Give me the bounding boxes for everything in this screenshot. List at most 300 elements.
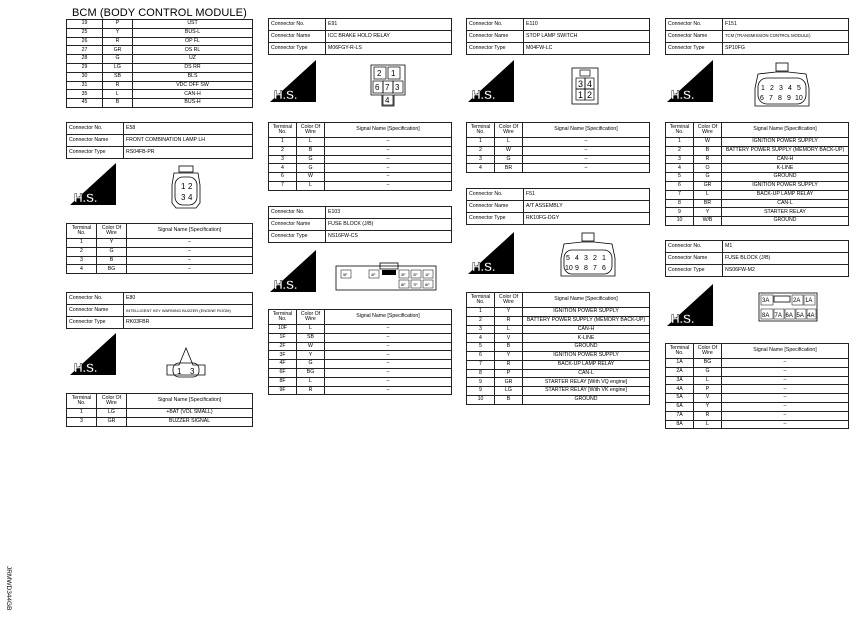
connector-name: ICC BRAKE HOLD RELAY: [326, 31, 452, 43]
pin-label: 5: [566, 255, 570, 262]
table-row: [269, 333, 452, 342]
wire-color-cell: L: [297, 138, 325, 147]
table-row: [666, 394, 849, 403]
terminal-cell: 2F: [269, 342, 297, 351]
hs-icon: [667, 284, 713, 326]
wire-color-cell: W: [297, 342, 325, 351]
connector-no: M1: [723, 241, 849, 253]
e91-info: [268, 18, 452, 55]
e110-terminal-table: [466, 122, 650, 173]
table-row: [666, 359, 849, 368]
e91-terminal-table: [268, 122, 452, 191]
header: Signal Name [Specification]: [523, 293, 650, 308]
connector-name: FUSE BLOCK (J/B): [326, 219, 452, 231]
terminal-cell: 6: [467, 351, 495, 360]
wire-color-cell: GR: [97, 417, 127, 426]
info-label: Connector No.: [269, 207, 326, 219]
pin-label: 10: [795, 95, 803, 102]
info-label: Connector Name: [467, 31, 524, 43]
header: Signal Name [Specification]: [127, 224, 253, 239]
wire-color-cell: P: [495, 369, 523, 378]
header: Color Of Wire: [297, 310, 325, 325]
wire-color-cell: Y: [103, 28, 133, 37]
wire-color-cell: B: [103, 99, 133, 108]
signal-cell: –: [523, 138, 650, 147]
pin-label: 1: [761, 85, 765, 92]
wire-color-cell: L: [495, 325, 523, 334]
terminal-cell: 7: [467, 360, 495, 369]
hs-icon: [270, 250, 316, 292]
connector-type: M04FW-LC: [524, 43, 650, 55]
terminal-cell: 4: [269, 164, 297, 173]
wire-color-cell: BG: [694, 359, 722, 368]
connector-type: NS16FW-CS: [326, 231, 452, 243]
table-row: [666, 208, 849, 217]
wire-color-cell: G: [297, 155, 325, 164]
signal-cell: BATTERY POWER SUPPLY (MEMORY BACK-UP): [523, 316, 650, 325]
terminal-cell: 10: [467, 395, 495, 404]
info-label: Connector No.: [269, 19, 326, 31]
wire-color-cell: Y: [694, 208, 722, 217]
terminal-cell: 1: [269, 138, 297, 147]
e103-connector-diagram: [335, 262, 437, 292]
terminal-cell: 8A: [666, 420, 694, 429]
terminal-cell: 4: [467, 334, 495, 343]
table-row: [666, 420, 849, 429]
table-row: [269, 368, 452, 377]
terminal-cell: 3: [67, 417, 97, 426]
pin-label: 8A: [762, 313, 770, 319]
terminal-cell: 4A: [666, 385, 694, 394]
terminal-cell: 3F: [269, 351, 297, 360]
pin-label: 2: [587, 90, 593, 100]
pin-label: 7A: [774, 313, 782, 319]
pin-label: 6: [375, 83, 380, 92]
signal-cell: OP FL: [133, 37, 253, 46]
header: Terminal No.: [666, 344, 694, 359]
pin-label: 2F: [413, 272, 418, 277]
table-row: [67, 72, 253, 81]
e58-terminal-table: [66, 223, 253, 274]
pin-label: 1: [391, 69, 396, 78]
terminal-cell: 9: [666, 208, 694, 217]
wire-color-cell: L: [297, 181, 325, 190]
signal-cell: +BAT (VOL SMALL): [127, 409, 253, 418]
pin-label: 1: [181, 182, 186, 191]
info-label: Connector Type: [666, 43, 723, 55]
wire-color-cell: G: [694, 173, 722, 182]
signal-cell: CAN-L: [523, 369, 650, 378]
e58-info: [66, 122, 253, 159]
signal-cell: BUS-H: [133, 99, 253, 108]
terminal-cell: 19: [67, 20, 103, 29]
terminal-cell: 1: [67, 409, 97, 418]
table-row: [269, 360, 452, 369]
terminal-cell: 2: [666, 146, 694, 155]
signal-cell: –: [325, 138, 452, 147]
info-label: Connector Name: [269, 31, 326, 43]
signal-cell: IGNITION POWER SUPPLY: [722, 138, 849, 147]
signal-cell: CAN-H: [722, 155, 849, 164]
terminal-cell: 3A: [666, 376, 694, 385]
table-row: [467, 369, 650, 378]
e58-connector-diagram: [170, 165, 202, 209]
signal-cell: –: [722, 411, 849, 420]
terminal-cell: 4: [666, 164, 694, 173]
signal-cell: –: [325, 333, 452, 342]
terminal-cell: 27: [67, 46, 103, 55]
hs-icon: [270, 60, 316, 102]
info-label: Connector Name: [269, 219, 326, 231]
header: Terminal No.: [467, 123, 495, 138]
table-row: [467, 308, 650, 317]
pin-label: 9: [787, 95, 791, 102]
wire-color-cell: W: [495, 146, 523, 155]
info-label: Connector Name: [67, 135, 124, 147]
header: Terminal No.: [67, 394, 97, 409]
table-row: [269, 164, 452, 173]
wire-color-cell: GR: [495, 378, 523, 387]
terminal-cell: 1: [666, 138, 694, 147]
wire-color-cell: GR: [103, 46, 133, 55]
table-row: [666, 138, 849, 147]
terminal-cell: 7: [666, 190, 694, 199]
wire-color-cell: L: [694, 376, 722, 385]
terminal-cell: 9: [467, 387, 495, 396]
wire-color-cell: Y: [495, 308, 523, 317]
table-row: [67, 265, 253, 274]
connector-name: STOP LAMP SWITCH: [524, 31, 650, 43]
signal-cell: –: [523, 146, 650, 155]
header: Color Of Wire: [297, 123, 325, 138]
terminal-cell: 6A: [666, 402, 694, 411]
signal-cell: –: [325, 360, 452, 369]
table-row: [67, 37, 253, 46]
e80-terminal-table: [66, 393, 253, 427]
pin-label: 1: [602, 255, 606, 262]
pin-label: 4: [788, 85, 792, 92]
terminal-cell: 5: [467, 343, 495, 352]
terminal-cell: 6: [269, 173, 297, 182]
info-label: Connector No.: [467, 189, 524, 201]
header: Color Of Wire: [694, 123, 722, 138]
signal-cell: –: [523, 164, 650, 173]
info-label: Connector Type: [467, 43, 524, 55]
hs-label: H.S.: [74, 361, 98, 375]
terminal-cell: 28: [67, 55, 103, 64]
signal-cell: –: [523, 155, 650, 164]
signal-cell: K-LINE: [722, 164, 849, 173]
pin-label: 4: [188, 193, 193, 202]
wire-color-cell: Y: [297, 351, 325, 360]
wire-color-cell: O: [694, 164, 722, 173]
header: Signal Name [Specification]: [722, 123, 849, 138]
signal-cell: –: [325, 342, 452, 351]
pin-label: 4: [587, 79, 593, 89]
table-row: [67, 90, 253, 99]
e103-info: [268, 206, 452, 243]
wire-color-cell: B: [694, 146, 722, 155]
signal-cell: K-LINE: [523, 334, 650, 343]
wire-color-cell: V: [495, 334, 523, 343]
table-row: [467, 325, 650, 334]
table-row: [467, 334, 650, 343]
table-row: [67, 81, 253, 90]
signal-cell: IGNITION POWER SUPPLY: [523, 351, 650, 360]
hs-label: H.S.: [472, 88, 496, 102]
header: Signal Name [Specification]: [722, 344, 849, 359]
signal-cell: IGNITION POWER SUPPLY: [523, 308, 650, 317]
table-row: [67, 63, 253, 72]
header: Terminal No.: [666, 123, 694, 138]
wire-color-cell: L: [297, 377, 325, 386]
table-row: [666, 146, 849, 155]
pin-label: 8: [778, 95, 782, 102]
pin-label: 6: [760, 95, 764, 102]
pin-label: 3: [584, 255, 588, 262]
connector-name: FRONT COMBINATION LAMP LH: [124, 135, 253, 147]
wire-color-cell: L: [694, 190, 722, 199]
connector-type: RK03FBR: [124, 317, 253, 329]
wire-color-cell: BR: [694, 199, 722, 208]
terminal-cell: 1A: [666, 359, 694, 368]
terminal-cell: 1: [467, 308, 495, 317]
pin-label: 4A: [807, 313, 815, 319]
table-row: [467, 387, 650, 396]
terminal-cell: 2: [67, 247, 97, 256]
wire-color-cell: L: [103, 90, 133, 99]
header: Terminal No.: [467, 293, 495, 308]
terminal-cell: 10: [666, 217, 694, 226]
table-row: [67, 55, 253, 64]
wire-color-cell: L: [297, 325, 325, 334]
signal-cell: –: [722, 394, 849, 403]
wire-color-cell: LG: [97, 409, 127, 418]
connector-type: RK10FG-DGY: [524, 213, 650, 225]
table-row: [467, 343, 650, 352]
terminal-cell: 1F: [269, 333, 297, 342]
table-row: [67, 239, 253, 248]
pin-label: 7: [593, 265, 597, 272]
table-row: [666, 181, 849, 190]
table-row: [666, 367, 849, 376]
hs-icon: [468, 232, 514, 274]
info-label: Connector Name: [67, 305, 124, 317]
connector-type: RS04FB-PR: [124, 147, 253, 159]
connector-no: E58: [124, 123, 253, 135]
terminal-cell: 8F: [269, 377, 297, 386]
signal-cell: CAN-H: [523, 325, 650, 334]
table-row: [467, 164, 650, 173]
wire-color-cell: Y: [495, 351, 523, 360]
hs-label: H.S.: [472, 260, 496, 274]
m1-terminal-table: [665, 343, 849, 429]
table-row: [67, 20, 253, 29]
info-label: Connector Name: [467, 201, 524, 213]
table-row: [67, 46, 253, 55]
terminal-cell: 31: [67, 81, 103, 90]
table-row: [269, 181, 452, 190]
connector-no: E103: [326, 207, 452, 219]
header: Terminal No.: [269, 310, 297, 325]
terminal-cell: 3: [467, 155, 495, 164]
terminal-cell: 30: [67, 72, 103, 81]
terminal-cell: 1: [467, 138, 495, 147]
pin-label: 10: [565, 265, 573, 272]
wire-color-cell: W: [297, 173, 325, 182]
signal-cell: –: [722, 402, 849, 411]
pin-label: 1: [177, 367, 182, 376]
wire-color-cell: P: [694, 385, 722, 394]
signal-cell: STARTER RELAY [With VQ engine]: [523, 378, 650, 387]
signal-cell: –: [722, 359, 849, 368]
signal-cell: –: [325, 181, 452, 190]
figure-code: JRMWD344GB: [5, 566, 12, 611]
header: Color Of Wire: [495, 123, 523, 138]
table-row: [269, 138, 452, 147]
pin-label: 7: [769, 95, 773, 102]
pin-label: 2: [188, 182, 193, 191]
wire-color-cell: BR: [495, 164, 523, 173]
table-row: [269, 342, 452, 351]
table-row: [666, 385, 849, 394]
f51-connector-diagram: [558, 232, 618, 280]
connector-no: E91: [326, 19, 452, 31]
pin-label: 8: [584, 265, 588, 272]
signal-cell: BUS-L: [133, 28, 253, 37]
terminal-cell: 35: [67, 90, 103, 99]
pin-label: 5F: [343, 272, 348, 277]
terminal-cell: 2: [269, 146, 297, 155]
info-label: Connector Type: [666, 265, 723, 277]
table-row: [666, 173, 849, 182]
terminal-cell: 25: [67, 28, 103, 37]
terminal-cell: 26: [67, 37, 103, 46]
f51-info: [466, 188, 650, 225]
connector-type: NS06FW-M2: [723, 265, 849, 277]
pin-label: 2: [770, 85, 774, 92]
hs-label: H.S.: [74, 191, 98, 205]
m1-connector-diagram: [758, 290, 818, 324]
signal-cell: –: [722, 420, 849, 429]
signal-cell: –: [325, 368, 452, 377]
signal-cell: VDC OFF SW: [133, 81, 253, 90]
terminal-cell: 9F: [269, 386, 297, 395]
table-row: [67, 256, 253, 265]
signal-cell: DS RR: [133, 63, 253, 72]
hs-label: H.S.: [274, 278, 298, 292]
e80-connector-diagram: [165, 345, 207, 379]
f151-info: [665, 18, 849, 55]
terminal-cell: 3: [666, 155, 694, 164]
hs-label: H.S.: [274, 88, 298, 102]
signal-cell: CAN-L: [722, 199, 849, 208]
pin-label: 1: [578, 90, 584, 100]
wire-color-cell: P: [103, 20, 133, 29]
wire-color-cell: L: [694, 420, 722, 429]
terminal-cell: 10F: [269, 325, 297, 334]
signal-cell: BACK-UP LAMP RELAY: [722, 190, 849, 199]
header: Color Of Wire: [694, 344, 722, 359]
connector-no: E80: [124, 293, 253, 305]
e110-info: [466, 18, 650, 55]
hs-icon: [468, 60, 514, 102]
signal-cell: –: [325, 377, 452, 386]
f51-terminal-table: [466, 292, 650, 405]
terminal-cell: 4F: [269, 360, 297, 369]
table-row: [467, 316, 650, 325]
wire-color-cell: L: [495, 138, 523, 147]
header: Color Of Wire: [97, 224, 127, 239]
terminal-cell: 4: [467, 164, 495, 173]
pin-label: 3: [181, 193, 186, 202]
info-label: Connector Type: [269, 43, 326, 55]
pin-label: 3: [395, 83, 400, 92]
signal-cell: GROUND: [523, 343, 650, 352]
header: Color Of Wire: [495, 293, 523, 308]
signal-cell: BLS: [133, 72, 253, 81]
wire-color-cell: R: [103, 37, 133, 46]
signal-cell: GROUND: [722, 217, 849, 226]
table-row: [467, 395, 650, 404]
wire-color-cell: G: [297, 360, 325, 369]
terminal-cell: 4: [67, 265, 97, 274]
info-label: Connector No.: [467, 19, 524, 31]
pin-label: 1F: [425, 272, 430, 277]
pin-label: 5A: [796, 313, 804, 319]
signal-cell: –: [127, 239, 253, 248]
signal-cell: –: [127, 247, 253, 256]
info-label: Connector Type: [467, 213, 524, 225]
pin-label: 6: [602, 265, 606, 272]
header: Color Of Wire: [97, 394, 127, 409]
terminal-cell: 9: [467, 378, 495, 387]
hs-icon: [70, 333, 116, 375]
table-row: [666, 190, 849, 199]
e103-terminal-table: [268, 309, 452, 395]
pin-label: 2: [377, 69, 382, 78]
bcm-table: [66, 19, 253, 108]
terminal-cell: 3: [67, 256, 97, 265]
table-row: [67, 28, 253, 37]
pin-label: 1A: [805, 298, 813, 304]
table-row: [467, 138, 650, 147]
wire-color-cell: G: [495, 155, 523, 164]
wire-color-cell: V: [694, 394, 722, 403]
header: Signal Name [Specification]: [523, 123, 650, 138]
wire-color-cell: BG: [297, 368, 325, 377]
signal-cell: GROUND: [722, 173, 849, 182]
info-label: Connector No.: [666, 241, 723, 253]
info-label: Connector No.: [666, 19, 723, 31]
info-label: Connector No.: [67, 293, 124, 305]
table-row: [67, 247, 253, 256]
signal-cell: –: [722, 376, 849, 385]
signal-cell: –: [722, 385, 849, 394]
terminal-cell: 6F: [269, 368, 297, 377]
terminal-cell: 2A: [666, 367, 694, 376]
pin-label: 3: [190, 367, 195, 376]
table-row: [269, 173, 452, 182]
signal-cell: –: [325, 173, 452, 182]
m1-info: [665, 240, 849, 277]
e91-connector-diagram: [368, 62, 408, 108]
pin-label: 2: [593, 255, 597, 262]
connector-name: TCM (TRANSMISSION CONTROL MODULE): [723, 31, 849, 43]
wire-color-cell: R: [495, 360, 523, 369]
pin-label: 4: [575, 255, 579, 262]
bcm-title: BCM (BODY CONTROL MODULE): [72, 7, 247, 19]
